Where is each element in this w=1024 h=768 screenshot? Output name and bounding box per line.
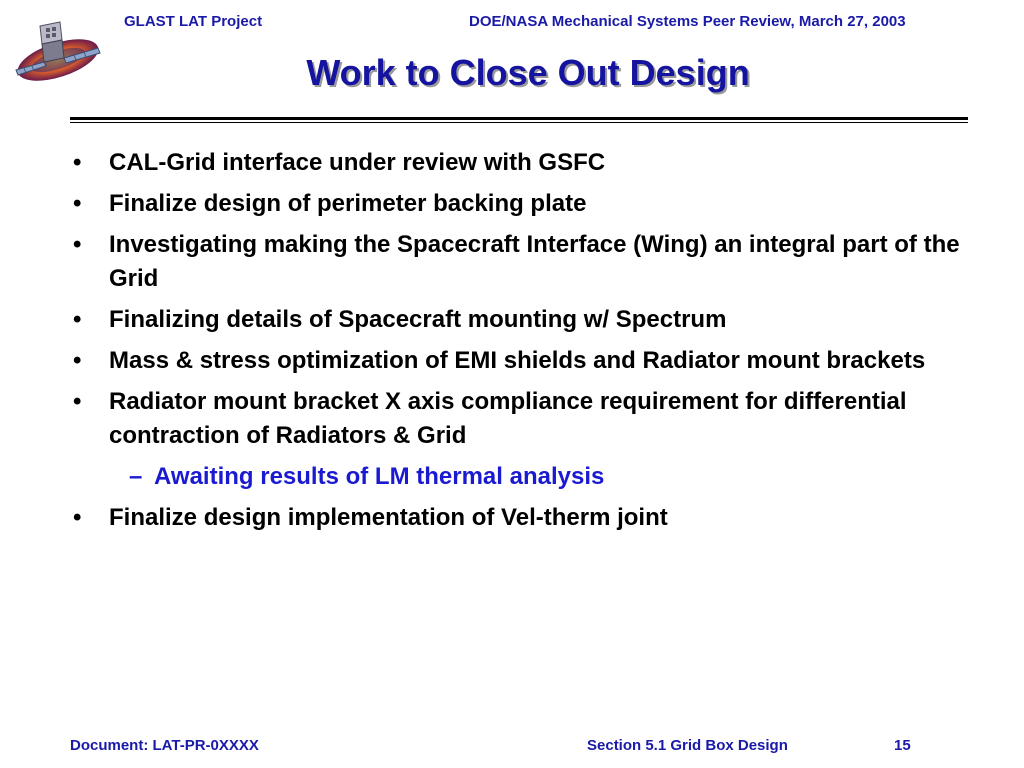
bullet-text: Mass & stress optimization of EMI shields and Radiator mount brackets — [109, 347, 926, 374]
bullet-marker: • — [73, 149, 82, 176]
bullet-item — [70, 344, 970, 378]
bullet-item — [70, 146, 970, 180]
bullet-item — [70, 385, 970, 453]
header-project: GLAST LAT Project — [124, 13, 263, 30]
sub-bullet-item — [70, 460, 970, 494]
sub-bullet-text: Awaiting results of LM thermal analysis — [154, 463, 605, 490]
bullet-text: CAL-Grid interface under review with GSFC — [109, 149, 606, 176]
bullet-marker: • — [73, 388, 82, 415]
bullet-item — [70, 228, 970, 296]
bullet-marker: • — [73, 306, 82, 333]
footer-section: Section 5.1 Grid Box Design — [587, 737, 788, 754]
bullet-text: Finalize design implementation of Vel-therm joint — [109, 504, 668, 531]
bullet-marker: • — [73, 504, 82, 531]
bullet-text: Investigating making the Spacecraft Interface (Wing) an integral part of the Grid — [109, 231, 960, 292]
title-divider-thick — [70, 117, 968, 120]
footer-document-id: Document: LAT-PR-0XXXX — [70, 737, 259, 754]
sub-bullet-marker: – — [129, 463, 143, 490]
bullet-marker: • — [73, 347, 82, 374]
bullet-item — [70, 501, 970, 535]
bullet-list — [70, 146, 970, 542]
bullet-text: Radiator mount bracket X axis compliance requirement for differential contraction of Radiators & Grid — [109, 388, 907, 449]
bullet-text: Finalize design of perimeter backing plate — [109, 190, 587, 217]
footer-page-number: 15 — [894, 737, 911, 754]
bullet-marker: • — [73, 190, 82, 217]
bullet-text: Finalizing details of Spacecraft mounting w/ Spectrum — [109, 306, 727, 333]
title-divider-thin — [70, 122, 968, 123]
slide-title: Work to Close Out Design — [306, 52, 750, 93]
header-review: DOE/NASA Mechanical Systems Peer Review, March 27, 2003 — [469, 13, 906, 30]
bullet-marker: • — [73, 231, 82, 258]
bullet-item — [70, 187, 970, 221]
bullet-item — [70, 303, 970, 337]
